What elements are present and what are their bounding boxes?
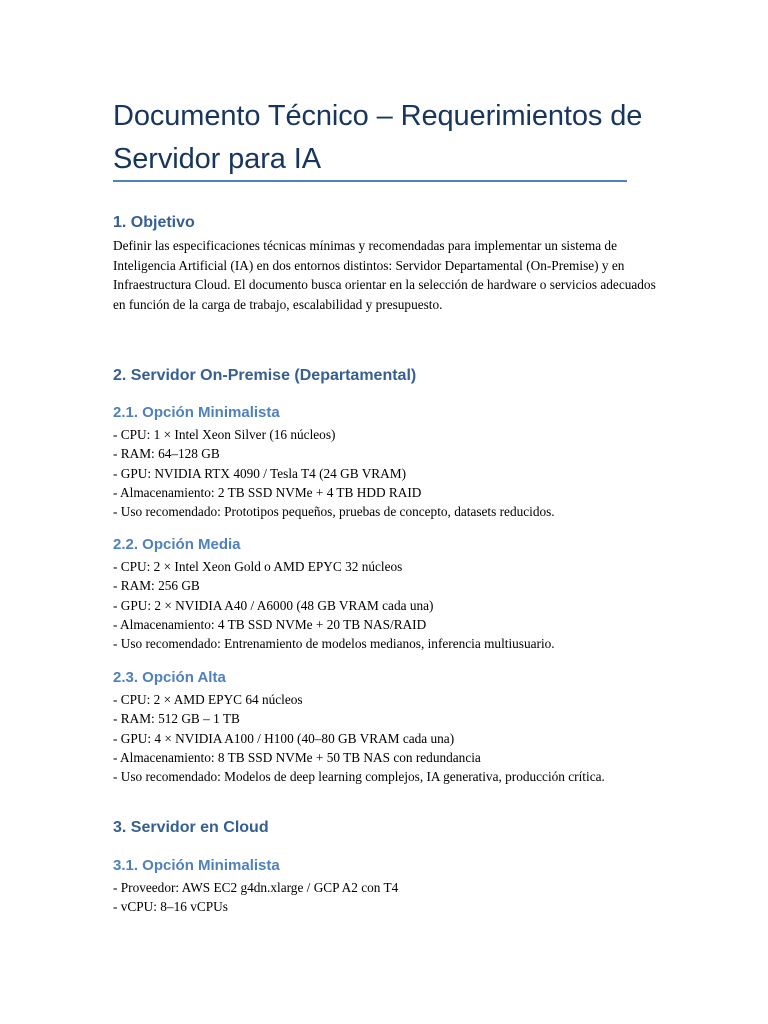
section-heading-cloud: 3. Servidor en Cloud <box>113 819 269 836</box>
section-heading-on-premise: 2. Servidor On-Premise (Departamental) <box>113 367 417 384</box>
list-item: - Almacenamiento: 8 TB SSD NVMe + 50 TB NAS con redundancia <box>113 749 481 765</box>
subsection-heading-3-1: 3.1. Opción Minimalista <box>113 857 280 874</box>
list-item: - CPU: 2 × Intel Xeon Gold o AMD EPYC 32 núcleos <box>113 559 403 574</box>
list-item: - Almacenamiento: 2 TB SSD NVMe + 4 TB HDD RAID <box>113 484 422 500</box>
list-item: - RAM: 512 GB – 1 TB <box>113 711 240 727</box>
list-item: - Uso recomendado: Entrenamiento de modelos medianos, inferencia multiusuario. <box>113 636 555 652</box>
list-item: - RAM: 64–128 GB <box>113 446 220 462</box>
section-objetivo-text: Definir las especificaciones técnicas mínimas y recomendadas para implementar un sistema de Inteligencia Artificial (IA) en dos entornos distintos: Servidor Departamental (On-Premise) y en Infraestructura Cloud. El documento busca orientar en la selección de hardware o servicios adecuados en función de la carga de trabajo, escalabilidad y presupuesto. <box>113 238 656 312</box>
subsection-heading-2-3: 2.3. Opción Alta <box>113 669 226 686</box>
subsection-heading-2-1: 2.1. Opción Minimalista <box>113 404 280 421</box>
list-item: - GPU: 4 × NVIDIA A100 / H100 (40–80 GB VRAM cada una) <box>113 730 455 746</box>
spec-list-3-1 <box>113 878 673 917</box>
list-item: - GPU: NVIDIA RTX 4090 / Tesla T4 (24 GB VRAM) <box>113 465 407 481</box>
list-item: - vCPU: 8–16 vCPUs <box>113 899 228 915</box>
list-item: - Uso recomendado: Prototipos pequeños, pruebas de concepto, datasets reducidos. <box>113 504 555 520</box>
list-item: - CPU: 1 × Intel Xeon Silver (16 núcleos) <box>113 427 336 442</box>
list-item: - Almacenamiento: 4 TB SSD NVMe + 20 TB NAS/RAID <box>113 616 427 632</box>
spec-list-2-3 <box>113 690 673 786</box>
list-item: - CPU: 2 × AMD EPYC 64 núcleos <box>113 692 303 707</box>
document-title: Documento Técnico – Requerimientos de Servidor para IA <box>113 100 643 175</box>
list-item: - Proveedor: AWS EC2 g4dn.xlarge / GCP A2 con T4 <box>113 880 399 895</box>
section-heading-objetivo: 1. Objetivo <box>113 214 195 231</box>
list-item: - GPU: 2 × NVIDIA A40 / A6000 (48 GB VRAM cada una) <box>113 597 434 613</box>
spec-list-2-1 <box>113 425 673 521</box>
list-item: - RAM: 256 GB <box>113 578 200 594</box>
title-divider <box>113 180 627 182</box>
spec-list-2-2 <box>113 557 673 653</box>
list-item: - Uso recomendado: Modelos de deep learning complejos, IA generativa, producción crítica. <box>113 769 605 785</box>
subsection-heading-2-2: 2.2. Opción Media <box>113 536 241 553</box>
